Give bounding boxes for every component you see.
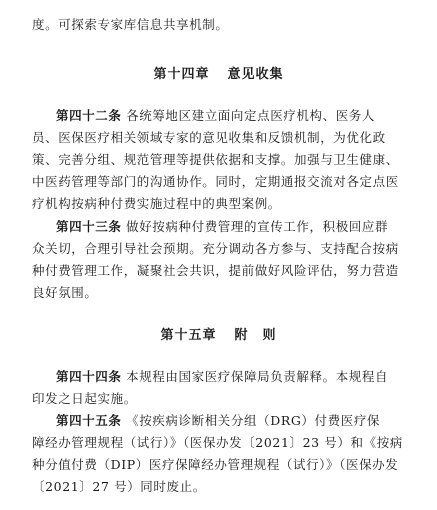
article-42-text-line: 各统筹地区建立面向定点医疗机构、医务人	[126, 108, 375, 123]
article-45-text-line: 障经办管理规程（试行）》（医保办发〔2021〕23 号）和《按病	[32, 435, 403, 450]
article-44-text-line: 本规程由国家医疗保障局负责解释。本规程自	[126, 369, 389, 384]
article-43-text-line: 做好按病种付费管理的宣传工作，积极回应群	[126, 219, 389, 234]
article-43-text-line: 种付费管理工作，凝聚社会共识，提前做好风险评估，努力营造	[32, 263, 399, 278]
article-42-text-line: 员、医保医疗相关领域专家的意见收集和反馈机制，为优化政	[32, 130, 386, 145]
article-44-first-line	[56, 369, 412, 385]
article-45-text-line: 种分值付费（DIP）医疗保障经办管理规程（试行）》（医保办发	[32, 457, 399, 472]
article-42-label: 第四十二条	[56, 108, 122, 123]
article-45-text-line: 《按疾病诊断相关分组（DRG）付费医疗保	[126, 413, 381, 428]
article-43-label: 第四十三条	[56, 219, 122, 234]
article-43-text-line: 众关切，合理引导社会预期。充分调动各方参与、支持配合按病	[32, 241, 399, 256]
article-43-text-line: 良好氛围。	[32, 285, 98, 300]
article-42-text-line: 中医药管理等部门的沟通协作。同时，定期通报交流对各定点医	[32, 174, 399, 189]
article-45-first-line	[56, 413, 412, 429]
article-42-first-line	[56, 108, 412, 124]
article-42-text-line: 疗机构按病种付费实施过程中的典型案例。	[32, 196, 281, 211]
chapter-14-title: 意见收集	[227, 67, 284, 82]
article-44-text-line: 印发之日起实施。	[32, 391, 137, 406]
article-45-label: 第四十五条	[56, 413, 122, 428]
chapter-14-number: 第十四章	[153, 67, 210, 82]
chapter-15-heading	[0, 327, 437, 345]
chapter-15-title: 附 则	[234, 328, 277, 343]
article-45-text-line: 〔2021〕27 号）同时废止。	[32, 479, 206, 494]
article-43-first-line	[56, 219, 412, 235]
article-42-text-line: 策、完善分组、规范管理等提供依据和支撑。加强与卫生健康、	[32, 152, 399, 167]
chapter-14-heading	[0, 66, 437, 84]
intro-line: 度。可探索专家库信息共享机制。	[32, 17, 229, 32]
chapter-15-number: 第十五章	[160, 328, 217, 343]
article-44-label: 第四十四条	[56, 369, 122, 384]
